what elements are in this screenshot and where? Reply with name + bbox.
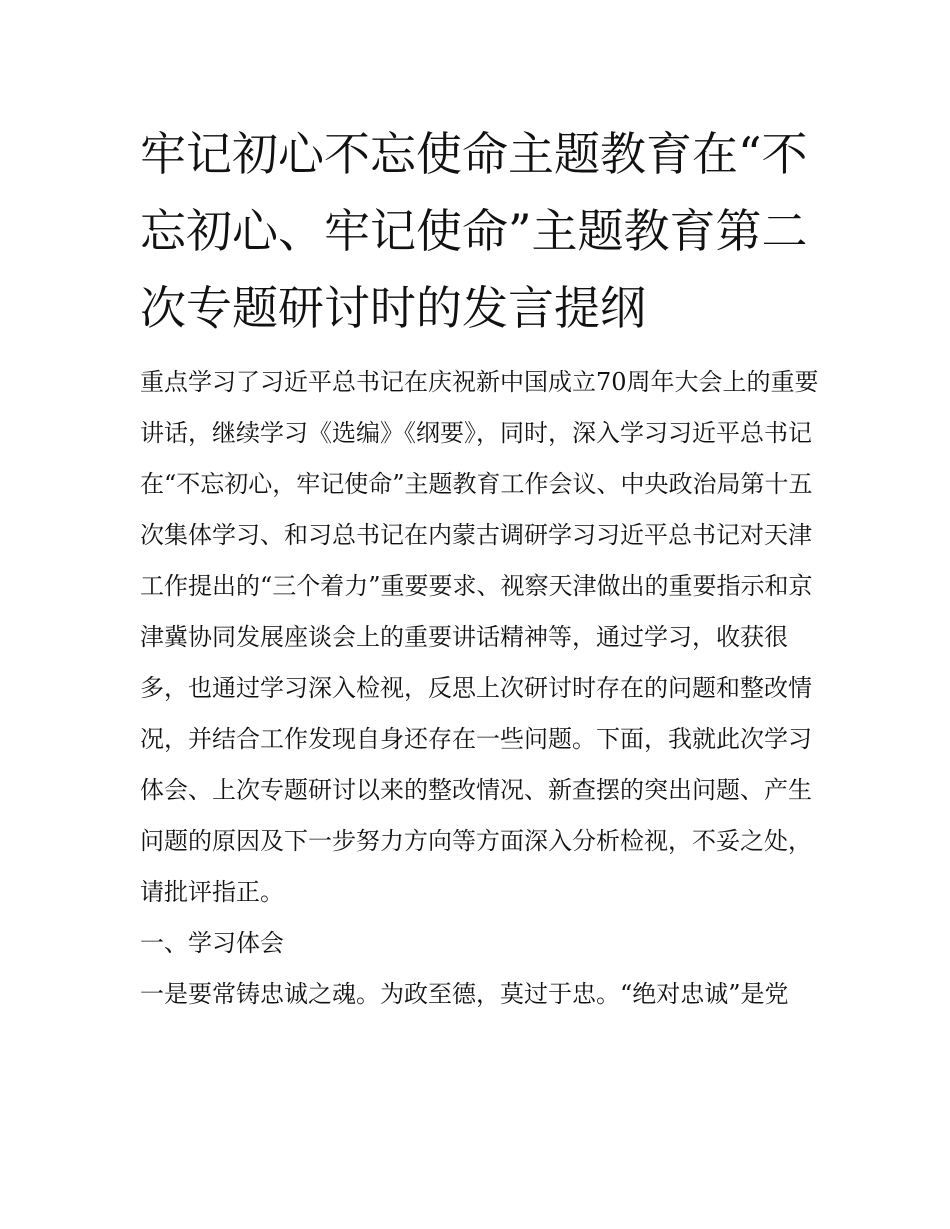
section-heading-study-insights: 一、学习体会	[140, 929, 284, 957]
paragraph-loyalty: 一是要常铸忠诚之魂。为政至德，莫过于忠。“绝对忠诚”是党	[140, 980, 789, 1008]
document-content	[140, 116, 820, 1020]
document-body	[140, 357, 820, 1020]
paragraph-intro: 重点学习了习近平总书记在庆祝新中国成立70周年大会上的重要讲话，继续学习《选编》《纲要》，同时，深入学习习近平总书记在“不忘初心，牢记使命”主题教育工作会议、中央政治局第十五次集体学习、和习总书记在内蒙古调研学习习近平总书记对天津工作提出的“三个着力”重要要求、视察天津做出的重要指示和京津冀协同发展座谈会上的重要讲话精神等，通过学习，收获很多，也通过学习深入检视，反思上次研讨时存在的问题和整改情况，并结合工作发现自身还存在一些问题。下面，我就此次学习体会、上次专题研讨以来的整改情况、新查摆的突出问题、产生问题的原因及下一步努力方向等方面深入分析检视，不妥之处，请批评指正。	[140, 368, 819, 906]
document-title: 牢记初心不忘使命主题教育在“不忘初心、牢记使命”主题教育第二次专题研讨时的发言提纲	[140, 127, 808, 335]
